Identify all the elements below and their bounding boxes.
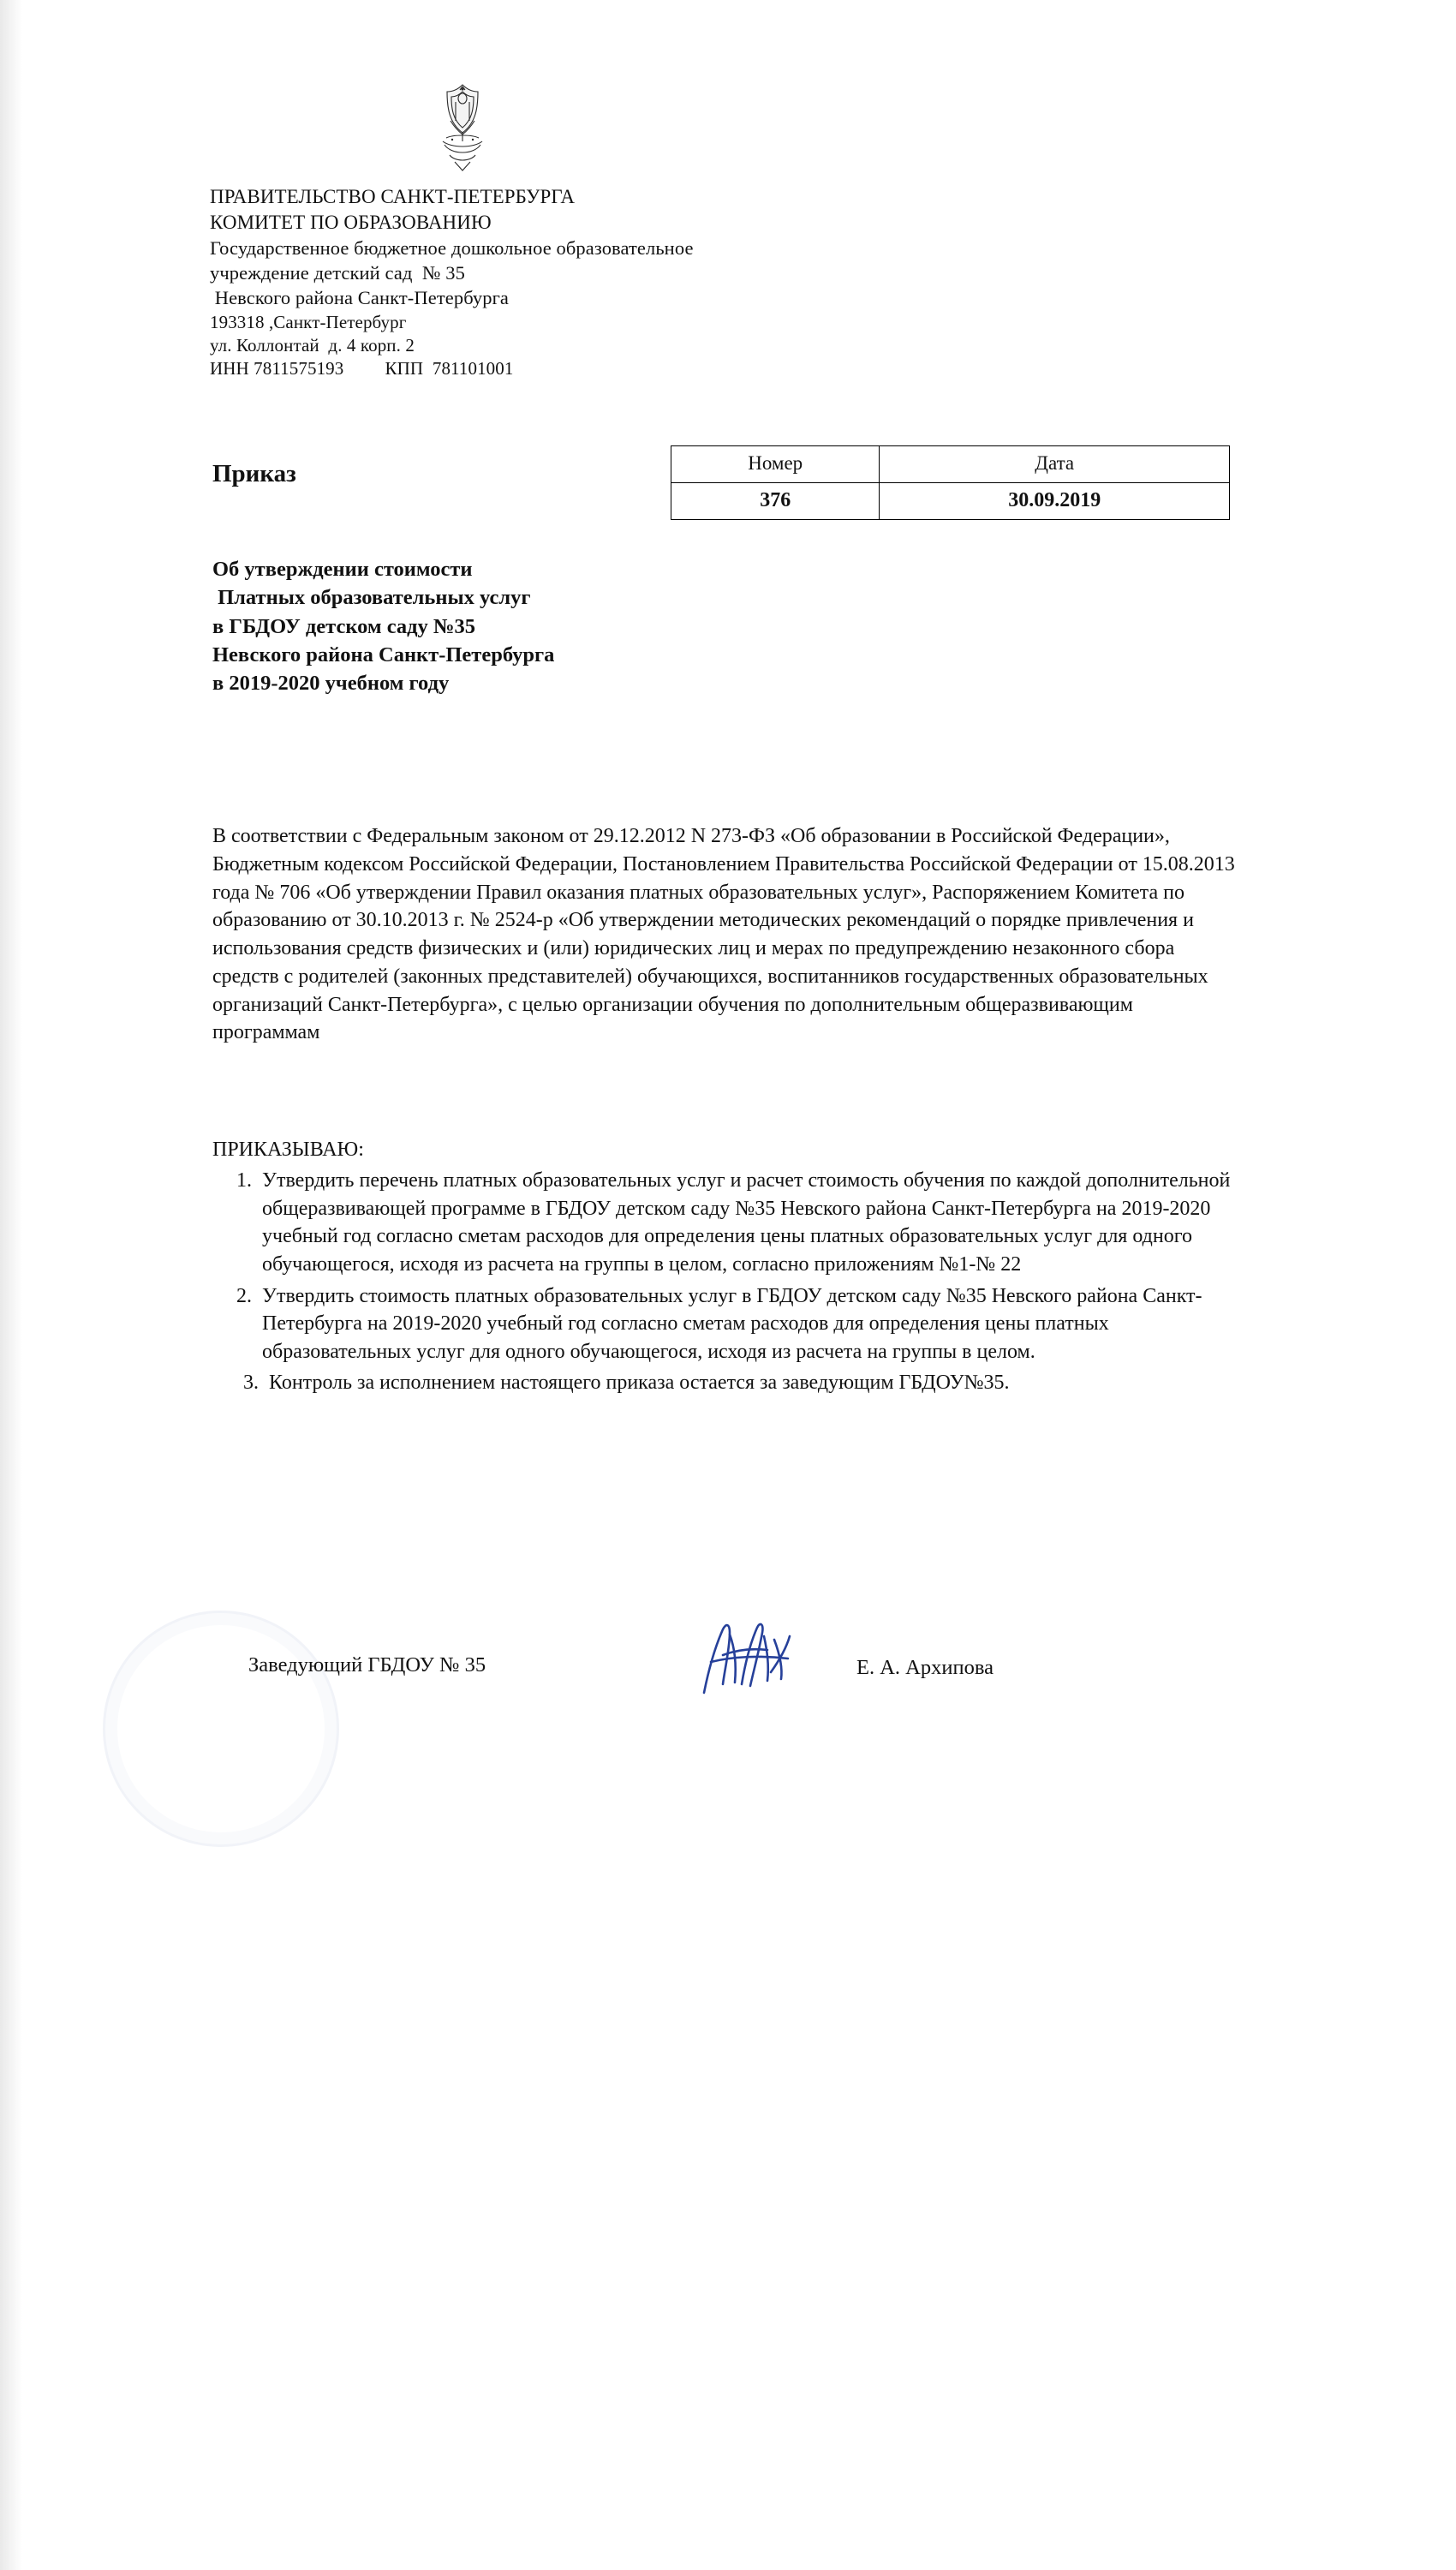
coat-of-arms-icon — [426, 81, 499, 176]
order-date-value: 30.09.2019 — [880, 483, 1230, 520]
clause-number: 1. — [236, 1169, 252, 1192]
table-row — [671, 483, 1230, 520]
clause-text: Утвердить перечень платных образовательных услуг и расчет стоимость обучения по каждой дополнительной общеразвивающей программе в ГБДОУ детском саду №35 Невского района Санкт-Петербурга на 2019-2020 учебный год согласно сметам расходов для определения цены платных образовательных услуг для одного обучающегося, исходя из расчета на группы в целом, согласно приложениям №1-№ 22 — [262, 1169, 1231, 1276]
preamble-paragraph: В соответствии с Федеральным законом от 29.12.2012 N 273-ФЗ «Об образовании в Российской Федерации», Бюджетным кодексом Российской Федерации, Постановлением Правительства Российской Федерации от 15.08.2013 года № 706 «Об утверждении Правил оказания платных образовательных услуг», Распоряжением Комитета по образованию от 30.10.2013 г. № 2524-р «Об утверждении методических рекомендаций о порядке привлечения и использования средств физических и (или) юридических лиц и мерах по предупреждению незаконного сбора средств с родителей (законных представителей) обучающихся, воспитанников государственных образовательных организаций Санкт-Петербурга», с целью организации обучения по дополнительным общеразвивающим программам — [212, 825, 1235, 1044]
org-line: КОМИТЕТ ПО ОБРАЗОВАНИЮ — [210, 211, 492, 233]
table-row — [671, 446, 1230, 483]
document-subject — [212, 555, 898, 698]
org-line: ул. Коллонтай д. 4 корп. 2 — [210, 334, 415, 356]
clause-text: Утвердить стоимость платных образовательных услуг в ГБДОУ детском саду №35 Невского района Санкт-Петербурга на 2019-2020 учебный год согласно сметам расходов для определения цены платных образовательных услуг для одного обучающегося, исходя из расчета на группы в целом. — [262, 1284, 1202, 1363]
clause-number: 2. — [236, 1284, 252, 1307]
subject-line: Невского района Санкт-Петербурга — [212, 642, 555, 666]
scan-edge-artifact — [0, 0, 22, 2570]
subject-line: Платных образовательных услуг — [212, 586, 531, 610]
stamp-watermark — [103, 1611, 339, 1847]
handwritten-signature-icon — [685, 1611, 831, 1705]
document-type-label: Приказ — [212, 460, 296, 487]
organization-header — [210, 184, 981, 380]
list-item — [212, 1167, 1253, 1279]
subject-line: в ГБДОУ детском саду №35 — [212, 614, 476, 638]
org-line: ПРАВИТЕЛЬСТВО САНКТ-ПЕТЕРБУРГА — [210, 186, 576, 207]
signatory-name: Е. А. Архипова — [856, 1656, 994, 1679]
org-line: учреждение детский сад № 35 — [210, 262, 465, 284]
preamble-text — [212, 822, 1244, 1047]
org-line: ИНН 7811575193 КПП 781101001 — [210, 358, 514, 380]
clause-list — [212, 1167, 1253, 1401]
subject-line: в 2019-2020 учебном году — [212, 672, 450, 696]
list-item — [212, 1282, 1253, 1366]
list-item — [212, 1369, 1253, 1397]
number-date-table — [671, 445, 1230, 520]
column-header-number: Номер — [671, 446, 880, 483]
column-header-date: Дата — [880, 446, 1230, 483]
org-line: 193318 ,Санкт-Петербург — [210, 311, 407, 332]
clause-text: Контроль за исполнением настоящего приказа остается за заведующим ГБДОУ№35. — [269, 1372, 1010, 1395]
org-line: Государственное бюджетное дошкольное образовательное — [210, 236, 694, 259]
org-line: Невского района Санкт-Петербурга — [210, 287, 510, 309]
subject-line: Об утверждении стоимости — [212, 558, 473, 581]
signatory-title: Заведующий ГБДОУ № 35 — [248, 1653, 486, 1676]
order-verb-label: ПРИКАЗЫВАЮ: — [212, 1139, 364, 1161]
order-number-value: 376 — [671, 483, 880, 520]
clause-number: 3. — [243, 1372, 259, 1395]
